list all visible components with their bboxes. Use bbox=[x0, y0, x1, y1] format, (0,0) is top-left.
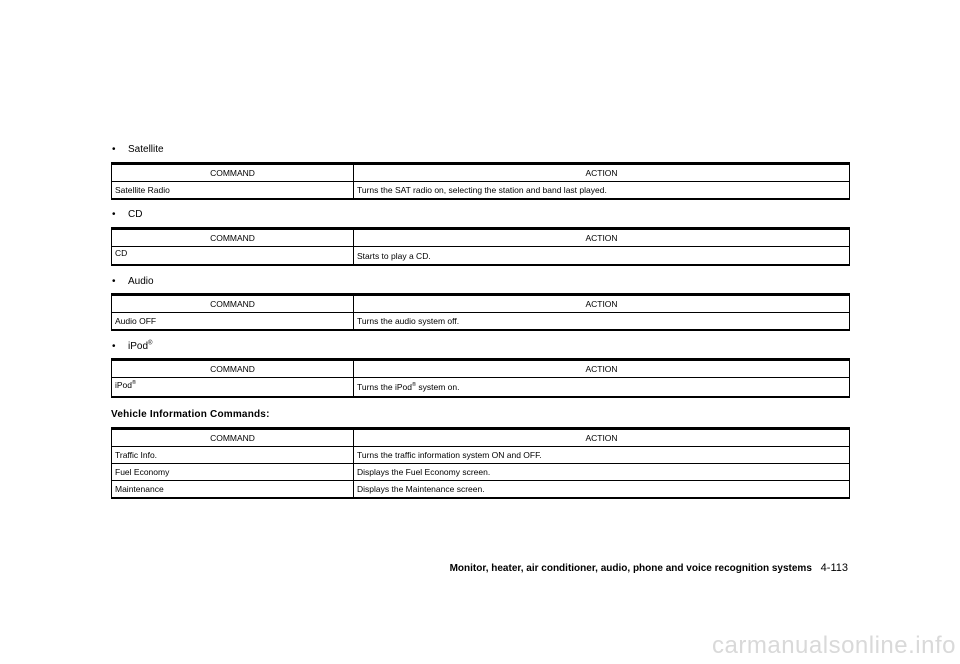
command-cell: Maintenance bbox=[112, 481, 354, 499]
table-header-row bbox=[112, 360, 850, 378]
bullet-icon: • bbox=[112, 144, 116, 155]
action-cell: Turns the iPod® system on. bbox=[357, 382, 460, 392]
command-column-header: COMMAND bbox=[112, 429, 354, 447]
table-header-row bbox=[112, 229, 850, 247]
action-cell: Displays the Fuel Economy screen. bbox=[354, 464, 850, 481]
action-column-header: ACTION bbox=[354, 229, 850, 247]
action-column-header: ACTION bbox=[354, 164, 850, 182]
cd-command-table bbox=[111, 227, 850, 266]
action-cell: Turns the SAT radio on, selecting the station and band last played. bbox=[357, 185, 607, 195]
section-heading-ipod bbox=[112, 341, 152, 353]
table-row bbox=[112, 481, 850, 499]
action-cell: Displays the Maintenance screen. bbox=[357, 484, 485, 494]
table-header-row bbox=[112, 295, 850, 313]
heading-text: Satellite bbox=[128, 144, 164, 155]
command-cell: Traffic Info. bbox=[112, 447, 354, 464]
bullet-icon: • bbox=[112, 209, 116, 220]
command-cell: iPod® bbox=[112, 378, 354, 398]
table-row bbox=[112, 247, 850, 266]
watermark: carmanualsonline.info bbox=[712, 632, 956, 659]
table-row bbox=[112, 313, 850, 331]
command-column-header: COMMAND bbox=[112, 164, 354, 182]
ipod-command-table bbox=[111, 358, 850, 398]
bullet-icon: • bbox=[112, 341, 116, 352]
footer-chapter-title: Monitor, heater, air conditioner, audio, phone and voice recognition systems bbox=[449, 563, 812, 574]
heading-text: Audio bbox=[128, 276, 154, 287]
page-number: 4-113 bbox=[820, 562, 848, 574]
vehicle-info-heading: Vehicle Information Commands: bbox=[111, 409, 270, 420]
table-row bbox=[112, 447, 850, 464]
action-column-header: ACTION bbox=[354, 295, 850, 313]
table-row bbox=[112, 464, 850, 481]
command-cell: CD bbox=[112, 247, 354, 266]
audio-command-table bbox=[111, 293, 850, 331]
command-cell: Satellite Radio bbox=[112, 182, 354, 200]
table-row bbox=[112, 182, 850, 200]
section-heading-satellite bbox=[112, 144, 164, 156]
registered-mark: ® bbox=[148, 340, 153, 347]
satellite-command-table bbox=[111, 162, 850, 200]
action-cell: Turns the traffic information system ON and OFF. bbox=[354, 447, 850, 464]
bullet-icon: • bbox=[112, 276, 116, 287]
command-cell: Fuel Economy bbox=[112, 464, 354, 481]
vehicle-info-command-table bbox=[111, 427, 850, 499]
action-column-header: ACTION bbox=[354, 429, 850, 447]
heading-text: CD bbox=[128, 209, 143, 220]
section-heading-cd bbox=[112, 209, 142, 221]
action-column-header: ACTION bbox=[354, 360, 850, 378]
table-header-row bbox=[112, 164, 850, 182]
action-cell: Starts to play a CD. bbox=[357, 250, 431, 261]
table-header-row bbox=[112, 429, 850, 447]
command-column-header: COMMAND bbox=[112, 295, 354, 313]
registered-mark: ® bbox=[411, 382, 417, 389]
table-row bbox=[112, 378, 850, 398]
command-cell: Audio OFF bbox=[112, 313, 354, 331]
page-footer bbox=[450, 562, 848, 574]
registered-mark: ® bbox=[132, 380, 137, 387]
section-heading-audio bbox=[112, 276, 154, 288]
command-column-header: COMMAND bbox=[112, 360, 354, 378]
heading-text: iPod® bbox=[128, 340, 153, 352]
action-cell: Turns the audio system off. bbox=[357, 316, 460, 326]
command-column-header: COMMAND bbox=[112, 229, 354, 247]
